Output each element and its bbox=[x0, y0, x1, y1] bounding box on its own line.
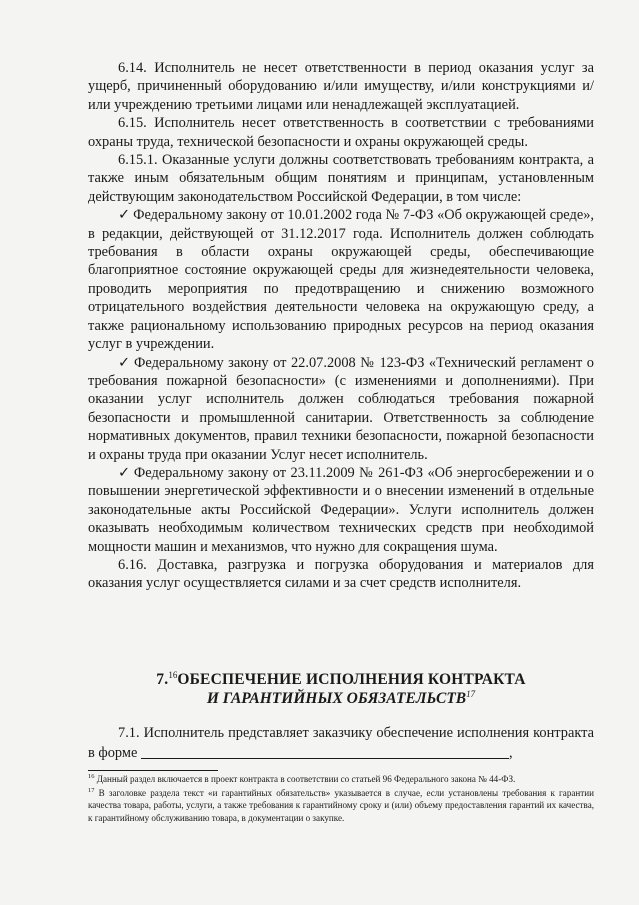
checkmark-icon: ✓ bbox=[118, 207, 131, 224]
section-number: 7. bbox=[156, 671, 169, 688]
footnotes bbox=[88, 773, 594, 826]
checkmark-icon: ✓ bbox=[118, 464, 131, 481]
footnote-number: 17 bbox=[88, 787, 95, 795]
section-7-heading-line1 bbox=[88, 670, 594, 689]
paragraph-7-1-text: 7.1. Исполнитель представляет заказчику обеспечение исполнения контракта в форме bbox=[88, 725, 594, 761]
form-blank-line bbox=[141, 744, 509, 759]
section-title-line1: ОБЕСПЕЧЕНИЕ ИСПОЛНЕНИЯ КОНТРАКТА bbox=[177, 671, 526, 688]
footnote-16 bbox=[88, 773, 594, 785]
footnote-separator bbox=[88, 770, 218, 771]
checkmark-icon: ✓ bbox=[118, 354, 131, 371]
law-item-123-fz bbox=[88, 354, 594, 464]
section-7-heading-line2 bbox=[88, 689, 594, 708]
law-item-text: Федеральному закону от 10.01.2002 года № 7-ФЗ «Об окружающей среде», в редакции, действующей от 31.12.2017 года. Исполнитель должен соблюдать требования в области охраны окружающей среды, обеспечивающие благоприятное состояние окружающей среды для жизнедеятельности человека, проводить мероприятия по предотвращению и снижению возможного отрицательного воздействия деятельности человека на окружающую среду, а также рациональному использованию природных ресурсов на период оказания услуг в учреждении. bbox=[88, 207, 594, 353]
paragraph-7-1 bbox=[88, 723, 594, 763]
paragraph-6-15: 6.15. Исполнитель несет ответственность в соответствии с требованиями охраны труда, технической безопасности и охраны окружающей среды. bbox=[88, 115, 594, 150]
footnote-17 bbox=[88, 787, 594, 824]
section-6-body bbox=[88, 59, 594, 593]
section-title-line2: И ГАРАНТИЙНЫХ ОБЯЗАТЕЛЬСТВ bbox=[206, 690, 467, 707]
law-item-261-fz bbox=[88, 464, 594, 556]
law-item-text: Федеральному закону от 23.11.2009 № 261-ФЗ «Об энергосбережении и о повышении энергетической эффективности и о внесении изменений в отдельные законодательные акты Российской Федерации». Услуги исполнитель должен оказывать необходимым количеством технических средств при необходимой мощности машин и механизмов, что нужно для сокращения шума. bbox=[88, 464, 595, 555]
section-7-heading bbox=[88, 670, 594, 708]
law-item-7-fz bbox=[88, 206, 594, 353]
paragraph-6-16: 6.16. Доставка, разгрузка и погрузка оборудования и материалов для оказания услуг осуществляется силами и за счет средств исполнителя. bbox=[88, 556, 594, 592]
footnote-number: 16 bbox=[88, 773, 95, 780]
paragraph-6-15-1: 6.15.1. Оказанные услуги должны соответствовать требованиям контракта, а также иным обязательным общим понятиям и принципам, установленным действующим законодательством Российской Федерации, в том числе: bbox=[88, 152, 594, 205]
footnote-ref-17: 17 bbox=[466, 689, 476, 699]
footnote-text: Данный раздел включается в проект контракта в соответствии со статьей 96 Федерального закона № 44-ФЗ. bbox=[96, 774, 516, 784]
footnote-ref-16: 16 bbox=[168, 670, 178, 680]
paragraph-7-1-trailing: , bbox=[509, 745, 513, 761]
footnote-text: В заголовке раздела текст «и гарантийных обязательств» указывается в случае, если установлены требования к гарантии качества товара, работы, услуги, а также требования к гарантийному сроку и (или) объему предоставления гарантий их качества, к гарантийному обслуживанию товара, в документации о закупке. bbox=[88, 788, 594, 823]
law-item-text: Федеральному закону от 22.07.2008 № 123-ФЗ «Технический регламент о требования пожарной безопасности» (с изменениями и дополнениями). При оказании услуг исполнитель должен соблюдаться требования пожарной безопасности и промышленной санитарии. Ответственность за соблюдение нормативных документов, правил техники безопасности, пожарной безопасности и охраны труда при оказании Услуг несет исполнитель. bbox=[88, 354, 594, 463]
paragraph-6-14: 6.14. Исполнитель не несет ответственности в период оказания услуг за ущерб, причиненный оборудованию и/или имуществу, и/или конструкциями и/или учреждению третьими лицами или ненадлежащей эксплуатацией. bbox=[88, 60, 594, 113]
